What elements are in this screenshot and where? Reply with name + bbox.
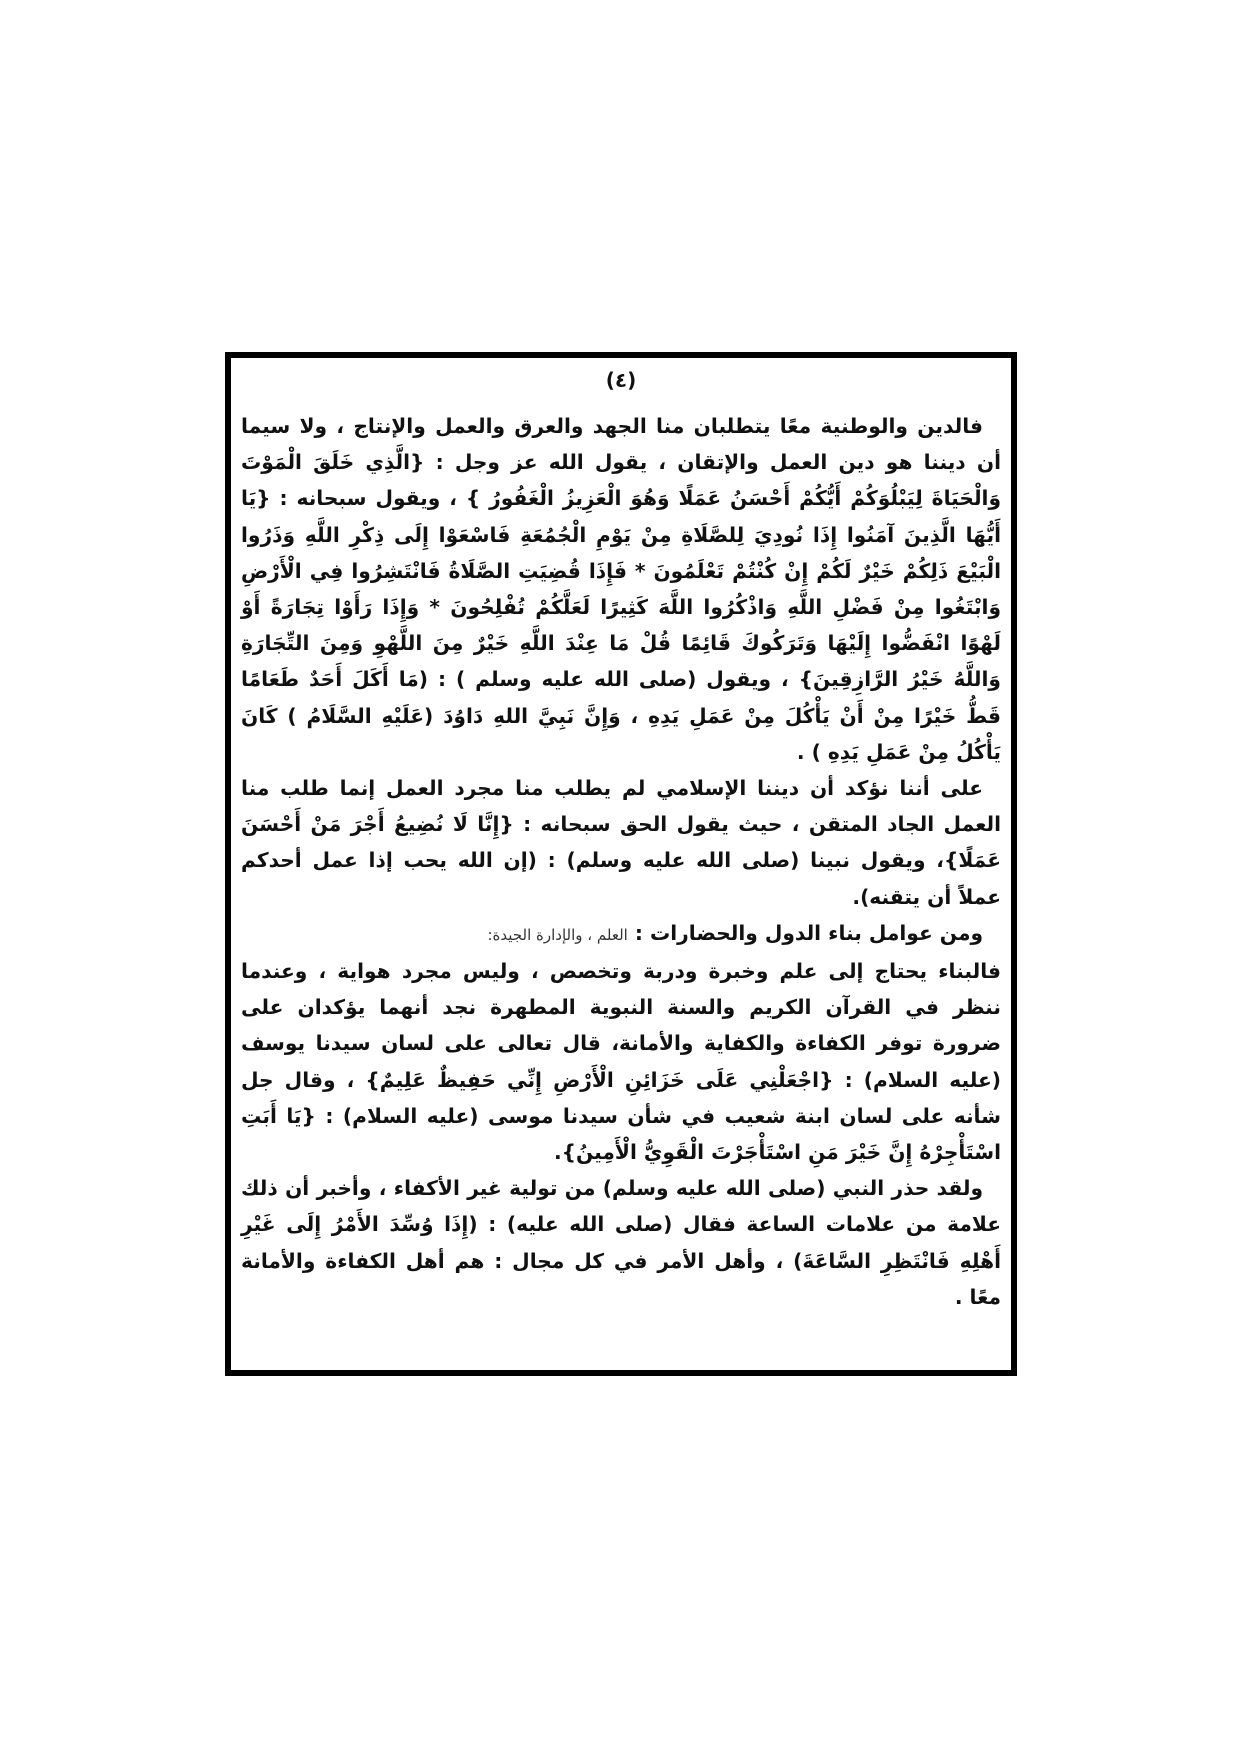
page-frame [225, 352, 1017, 1376]
paragraph-perfect-work: على أننا نؤكد أن ديننا الإسلامي لم يطلب منا مجرد العمل إنما طلب منا العمل الجاد المتقن ، حيث يقول الحق سبحانه : {إِنَّا لَا نُضِيعُ أَجْرَ مَنْ أَحْسَنَ عَمَلًا}، ويقول نبينا (صلى الله عليه وسلم) : (إن الله يحب إذا عمل أحدكم عملاً أن يتقنه). [241, 776, 1001, 909]
document-body [241, 408, 1001, 1315]
paragraph-warning-incompetence: ولقد حذر النبي (صلى الله عليه وسلم) من تولية غير الأكفاء ، وأخبر أن ذلك علامة من علامات الساعة فقال (صلى الله عليه) : (إِذَا وُسِّدَ الأَمْرُ إِلَى غَيْرِ أَهْلِهِ فَانْتَظِرِ السَّاعَةَ) ، وأهل الأمر في كل مجال : هم أهل الكفاءة والأمانة معًا . [241, 1176, 1001, 1309]
paragraph-work-and-religion: فالدين والوطنية معًا يتطلبان منا الجهد والعرق والعمل والإنتاج ، ولا سيما أن ديننا هو دين العمل والإتقان ، يقول الله عز وجل : {الَّذِي خَلَقَ الْمَوْتَ وَالْحَيَاةَ لِيَبْلُوَكُمْ أَيُّكُمْ أَحْسَنُ عَمَلًا وَهُوَ الْعَزِيزُ الْغَفُورُ } ، ويقول سبحانه : {يَا أَيُّهَا الَّذِينَ آمَنُوا إِذَا نُودِيَ لِلصَّلَاةِ مِنْ يَوْمِ الْجُمُعَةِ فَاسْعَوْا إِلَى ذِكْرِ اللَّهِ وَذَرُوا الْبَيْعَ ذَلِكُمْ خَيْرٌ لَكُمْ إِنْ كُنْتُمْ تَعْلَمُونَ * فَإِذَا قُضِيَتِ الصَّلَاةُ فَانْتَشِرُوا فِي الْأَرْضِ وَابْتَغُوا مِنْ فَضْلِ اللَّهِ وَاذْكُرُوا اللَّهَ كَثِيرًا لَعَلَّكُمْ تُفْلِحُونَ * وَإِذَا رَأَوْا تِجَارَةً أَوْ لَهْوًا انْفَضُّوا إِلَيْهَا وَتَرَكُوكَ قَائِمًا قُلْ مَا عِنْدَ اللَّهِ خَيْرٌ مِنَ اللَّهْوِ وَمِنَ التِّجَارَةِ وَاللَّهُ خَيْرُ الرَّازِقِينَ} ، ويقول (صلى الله عليه وسلم ) : (مَا أَكَلَ أَحَدٌ طَعَامًا قَطُّ خَيْرًا مِنْ أَنْ يَأْكُلَ مِنْ عَمَلِ يَدِهِ ، وَإِنَّ نَبِيَّ اللهِ دَاوُدَ (عَلَيْهِ السَّلَامُ ) كَانَ يَأْكُلُ مِنْ عَمَلِ يَدِهِ ) . [241, 414, 1001, 764]
paragraph-civilization-factors [241, 915, 1001, 953]
section-heading: ومن عوامل بناء الدول والحضارات : [634, 920, 983, 945]
section-subheading: العلم ، والإدارة الجيدة: [487, 925, 628, 944]
page-number: (٤) [605, 368, 637, 392]
paragraph-knowledge-and-trust: فالبناء يحتاج إلى علم وخبرة ودربة وتخصص ، وليس مجرد هواية ، وعندما ننظر في القرآن الكريم والسنة النبوية المطهرة نجد أنهما يؤكدان على ضرورة توفر الكفاءة والكفاية والأمانة، قال تعالى على لسان سيدنا يوسف (عليه السلام) : {اجْعَلْنِي عَلَى خَزَائِنِ الْأَرْضِ إِنِّي حَفِيظٌ عَلِيمٌ} ، وقال جل شأنه على لسان ابنة شعيب في شأن سيدنا موسى (عليه السلام) : {يَا أَبَتِ اسْتَأْجِرْهُ إِنَّ خَيْرَ مَنِ اسْتَأْجَرْتَ الْقَوِيُّ الْأَمِينُ}. [241, 959, 1001, 1165]
